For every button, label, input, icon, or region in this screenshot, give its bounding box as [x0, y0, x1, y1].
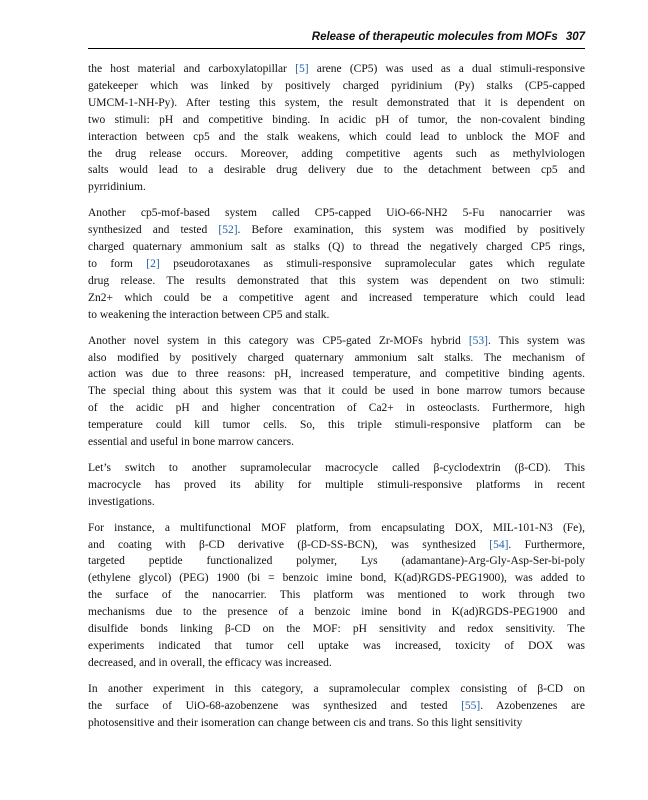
text-line: the host material and carboxylatopillar [5] arene (CP5) was used as a dual stimuli-responsive: [88, 63, 585, 75]
text-line: In another experiment in this category, a supramolecular complex consisting of β-CD on: [88, 682, 585, 695]
text-line: disulfide bonds linking β-CD on the MOF: pH sensitivity and redox sensitivity. The: [88, 623, 585, 636]
paragraph: [88, 460, 585, 511]
text-line: Another cp5-mof-based system called CP5-capped UiO-66-NH2 5-Fu nanocarrier was: [88, 207, 585, 220]
text-line: UMCM-1-NH-Py). After testing this system, the result demonstrated that it is dependent on: [88, 96, 585, 109]
paragraph: [88, 205, 585, 323]
text-line: the drug release occurs. Moreover, adding competitive agents such as methylviologen: [88, 147, 585, 160]
header-rule: [88, 48, 585, 49]
citation-link[interactable]: [53]: [468, 334, 488, 347]
text-line: to form [2] pseudorotaxanes as stimuli-responsive supramolecular gates which regulate: [88, 257, 585, 270]
text-line: the surface of UiO-68-azobenzene was synthesized and tested [55]. Azobenzenes are: [88, 699, 585, 712]
text-line: investigations.: [88, 495, 155, 508]
citation-link[interactable]: [5]: [295, 63, 309, 75]
text-line: gatekeeper which was linked by positively charged pyridinium (Py) stalks (CP5-capped: [88, 79, 585, 92]
body-text: [88, 61, 585, 741]
text-line: temperature could kill tumor cells. So, this triple stimuli-responsive platform can be: [88, 419, 585, 432]
text-line: mechanisms due to the presence of a benzoic imine bond in K(ad)RGDS-PEG1900 and: [88, 606, 585, 619]
text-line: synthesized and tested [52]. Before examination, this system was modified by positively: [88, 224, 585, 237]
text-line: targeted peptide functionalized polymer, Lys (adamantane)-Arg-Gly-Asp-Ser-bi-poly: [88, 555, 585, 568]
citation-link[interactable]: [2]: [146, 257, 160, 270]
paragraph: [88, 681, 585, 732]
paragraph: [88, 333, 585, 451]
text-line: Zn2+ which could be a competitive agent and increased temperature which could lead: [88, 291, 585, 304]
paragraph: [88, 520, 585, 672]
citation-link[interactable]: [52]: [218, 224, 238, 237]
text-line: Another novel system in this category was CP5-gated Zr-MOFs hybrid [53]. This system was: [88, 334, 585, 347]
text-line: Let’s switch to another supramolecular macrocycle called β-cyclodextrin (β-CD). This: [88, 461, 585, 474]
running-header: [88, 31, 585, 43]
text-line: (ethylene glycol) (PEG) 1900 (bi = benzoic imine bond, K(ad)RGDS-PEG1900), was added to: [88, 572, 585, 585]
text-line: experiments indicated that tumor cell uptake was increased, toxicity of DOX was: [88, 640, 585, 652]
text-line: action was due to three reasons: pH, increased temperature, and competitive binding agents.: [88, 368, 585, 381]
text-line: of the acidic pH and higher concentration of Ca2+ in osteoclasts. Furthermore, high: [88, 402, 585, 415]
running-header-title: Release of therapeutic molecules from MOFs: [311, 31, 558, 43]
text-line: two stimuli: pH and competitive binding. In acidic pH of tumor, the non-covalent binding: [88, 113, 585, 126]
text-line: also modified by positively charged quaternary ammonium salt stalks. The mechanism of: [88, 351, 585, 364]
text-line: charged quaternary ammonium salt as stalks (Q) to thread the negatively charged CP5 rings,: [88, 241, 585, 254]
text-line: decreased, and in overall, the efficacy was increased.: [88, 656, 332, 669]
text-line: to weakening the interaction between CP5 and stalk.: [88, 308, 330, 321]
text-line: pyrridinium.: [88, 181, 146, 194]
text-line: The special thing about this system was that it could be used in bone marrow tumors because: [88, 385, 585, 398]
page-number: 307: [565, 31, 585, 43]
text-line: salts would lead to a desirable drug delivery due to the detachment between cp5 and: [88, 164, 585, 177]
text-line: drug release. The results demonstrated that this system was dependent on two stimuli:: [88, 274, 585, 287]
paragraph: [88, 61, 585, 196]
text-line: and coating with β-CD derivative (β-CD-SS-BCN), was synthesized [54]. Furthermore,: [88, 538, 585, 551]
text-line: For instance, a multifunctional MOF platform, from encapsulating DOX, MIL-101-N3 (Fe),: [88, 521, 585, 534]
citation-link[interactable]: [54]: [489, 538, 509, 551]
text-line: interaction between cp5 and the stalk weakens, which could lead to unblock the MOF and: [88, 130, 585, 143]
text-line: macrocycle has proved its ability for multiple stimuli-responsive platforms in recent: [88, 478, 585, 491]
text-line: the surface of the nanocarrier. This platform was mentioned to work through two: [88, 589, 585, 602]
text-line: essential and useful in bone marrow cancers.: [88, 436, 294, 449]
text-line: photosensitive and their isomeration can change between cis and trans. So this light sensitivity: [88, 716, 523, 729]
citation-link[interactable]: [55]: [461, 699, 481, 712]
